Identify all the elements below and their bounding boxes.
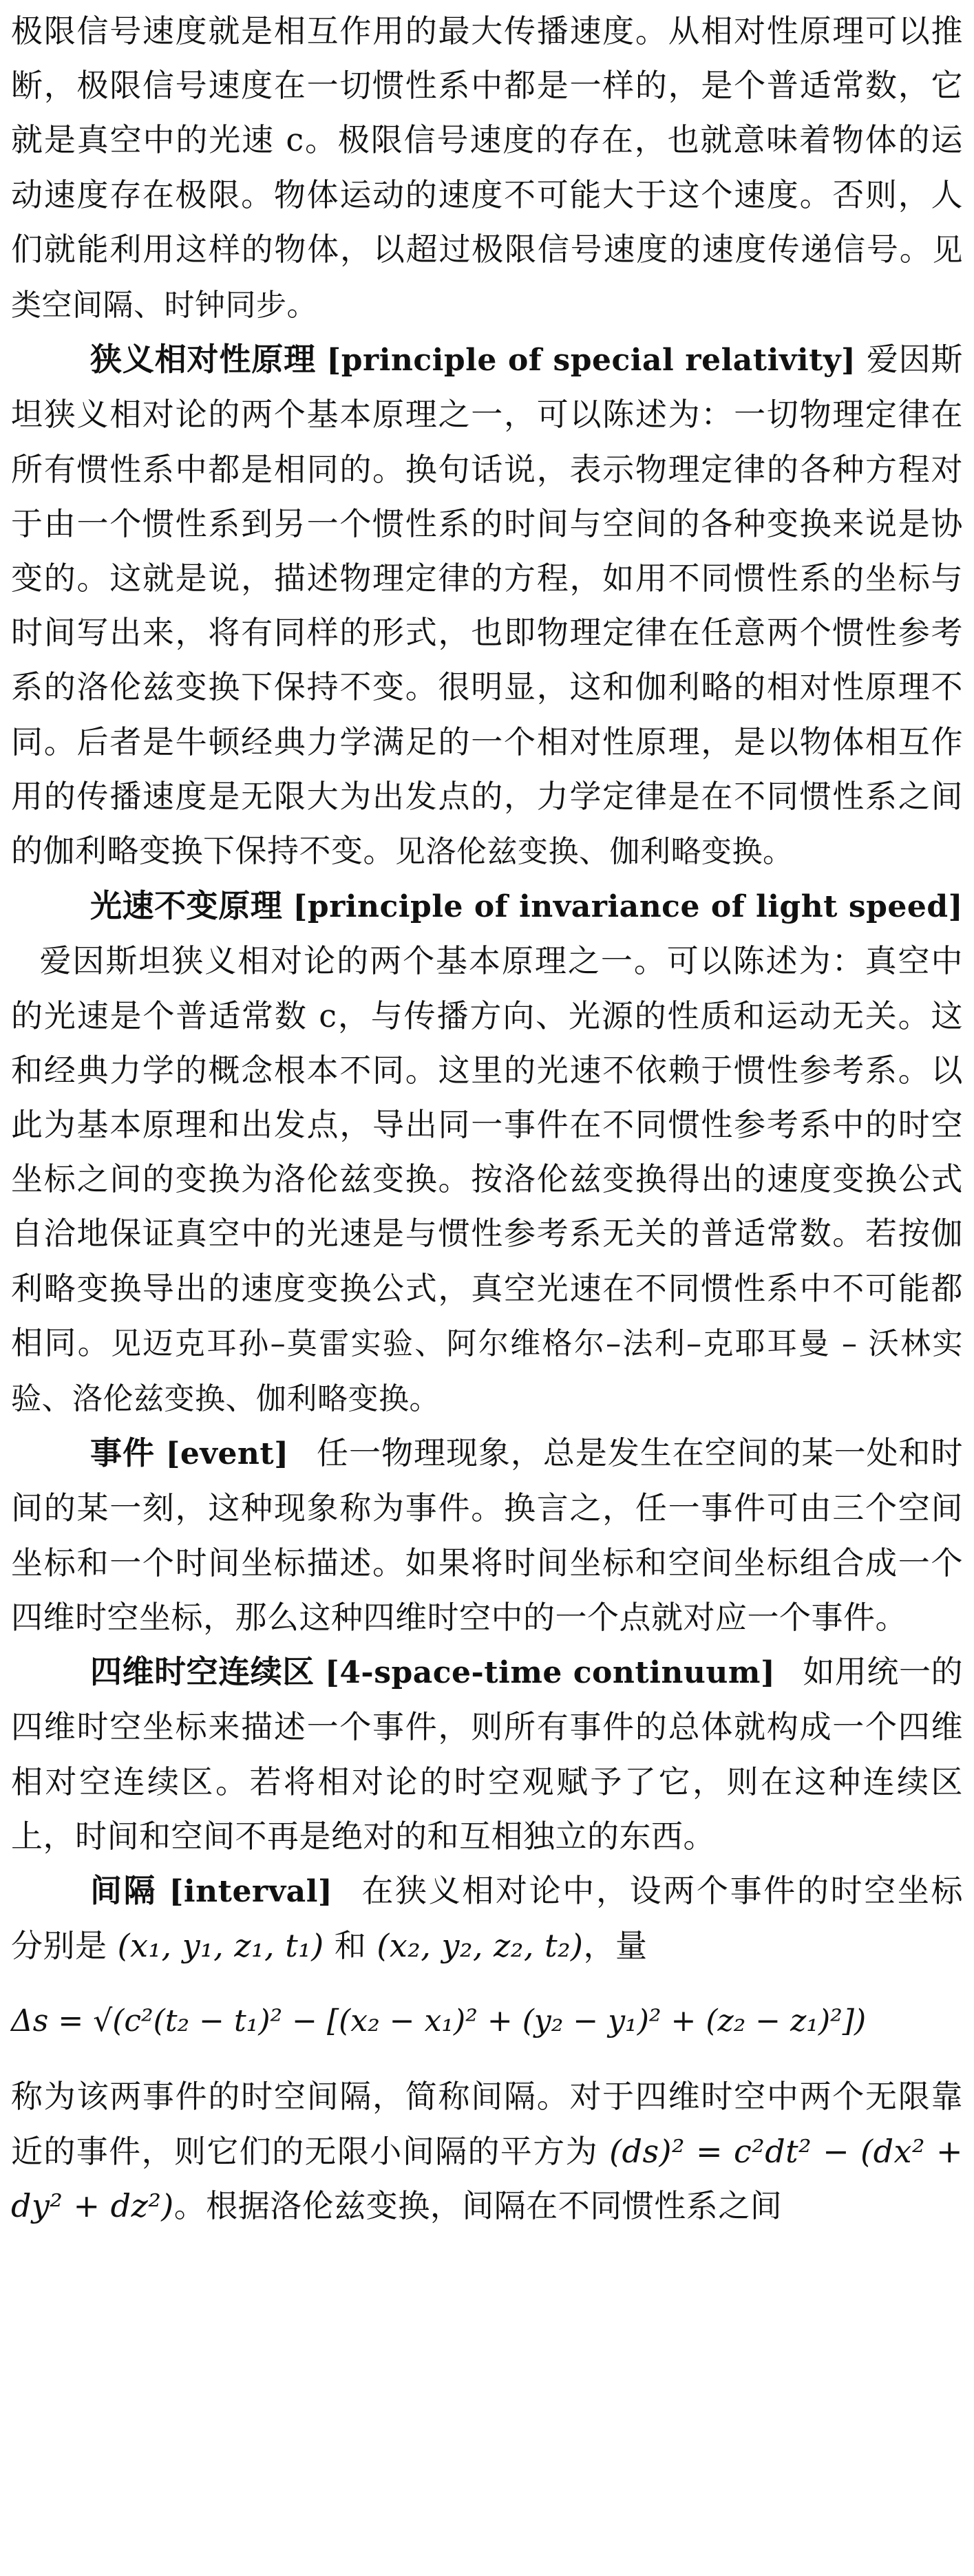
entry-text: 任一物理现象，总是发生在空间的某一处和时间的某一刻，这种现象称为事件。换言之，任一事件可由三个空间坐标和一个时间坐标描述。如果将时间坐标和空间坐标组合成一个四维时空坐标，那么这种四维时空中的一个点就对应一个事件。 [11, 1434, 964, 1636]
entry-term: 四维时空连续区 [90, 1653, 315, 1691]
paragraph-signal-speed [11, 4, 963, 332]
entry-text: ，量 [583, 1927, 648, 1965]
entry-term: 事件 [90, 1434, 155, 1472]
entry-text: 爱因斯坦狭义相对论的两个基本原理之一，可以陈述为：一切物理定律在所有惯性系中都是相同的。换句话说，表示物理定律的各种方程对于由一个惯性系到另一个惯性系的时间与空间的各种变换来说是协变的。这就是说，描述物理定律的方程，如用不同惯性系的坐标与时间写出来，将有同样的形式，也即物理定律在任意两个惯性参考系的洛伦兹变换下保持不变。很明显，这和伽利略的相对性原理不同。后者是牛顿经典力学满足的一个相对性原理，是以物体相互作用的传播速度是无限大为出发点的，力学定律是在不同惯性系之间的伽利略变换下保持不变。 [11, 341, 964, 870]
entry-special-relativity [11, 332, 963, 879]
connector-text: 和 [334, 1927, 367, 1965]
entry-term: 光速不变原理 [90, 887, 283, 925]
cross-reference: 见类空间隔、时钟同步。 [11, 232, 963, 323]
math-coordinates-2: (x₂, y₂, z₂, t₂) [377, 1927, 584, 1965]
entry-english-term: [interval] [169, 1873, 333, 1909]
math-coordinates-1: (x₁, y₁, z₁, t₁) [117, 1927, 324, 1965]
math-infinitesimal-interval: (ds)² = c²dt² − (dx² + dy² + dz²) [11, 2132, 963, 2224]
interval-formula: Δs = √(c²(t₂ − t₁)² − [(x₂ − x₁)² + (y₂ − y₁)² + (z₂ − z₁)²]) [11, 2003, 867, 2039]
paragraph-text: 称为该两事件的时空间隔，简称间隔。对于四维时空中两个无限靠近的事件，则它们的无限小间隔的平方为 [11, 2078, 963, 2170]
entry-text: 如用统一的四维时空坐标来描述一个事件，则所有事件的总体就构成一个四维相对空连续区。若将相对论的时空观赋予了它，则在这种连续区上，时间和空间不再是绝对的和互相独立的东西。 [11, 1653, 963, 1855]
paragraph-text: 。根据洛伦兹变换，间隔在不同惯性系之间 [173, 2186, 783, 2224]
paragraph-interval-continued [11, 2069, 963, 2233]
entry-english-term: [principle of special relativity] [326, 343, 856, 379]
entry-english-term: [principle of invariance of light speed] [293, 889, 963, 925]
cross-reference: 见迈克耳孙–莫雷实验、阿尔维格尔–法利–克耶耳曼 – 沃林实验、洛伦兹变换、伽利略变换。 [11, 1326, 964, 1417]
entry-term: 间隔 [90, 1871, 158, 1909]
entry-light-speed-invariance [11, 879, 963, 1426]
entry-interval [11, 1864, 963, 1973]
entry-event [11, 1426, 963, 1645]
entry-text: 爱因斯坦狭义相对论的两个基本原理之一。可以陈述为：真空中的光速是个普适常数 c，与传播方向、光源的性质和运动无关。这和经典力学的概念根本不同。这里的光速不依赖于惯性参考系。以此为基本原理和出发点，导出同一事件在不同惯性参考系中的时空坐标之间的变换为洛伦兹变换。按洛伦兹变换得出的速度变换公式自洽地保证真空中的光速是与惯性参考系无关的普适常数。若按伽利略变换导出的速度变换公式，真空光速在不同惯性系中不可能都相同。 [11, 942, 963, 1361]
entry-english-term: [4-space-time continuum] [325, 1655, 776, 1691]
entry-english-term: [event] [165, 1436, 289, 1472]
entry-spacetime-continuum [11, 1645, 963, 1864]
entry-term: 狭义相对性原理 [90, 341, 316, 379]
entry-text: 在狭义相对论中，设两个事件的时空坐标分别是 [11, 1871, 964, 1965]
cross-reference: 见洛伦兹变换、伽利略变换。 [395, 834, 794, 870]
paragraph-text: 极限信号速度就是相互作用的最大传播速度。从相对性原理可以推断，极限信号速度在一切惯性系中都是一样的，是个普适常数，它就是真空中的光速 c。极限信号速度的存在，也就意味着物体的运动速度存在极限。物体运动的速度不可能大于这个速度。否则，人们就能利用这样的物体，以超过极限信号速度的速度传递信号。 [11, 12, 963, 268]
